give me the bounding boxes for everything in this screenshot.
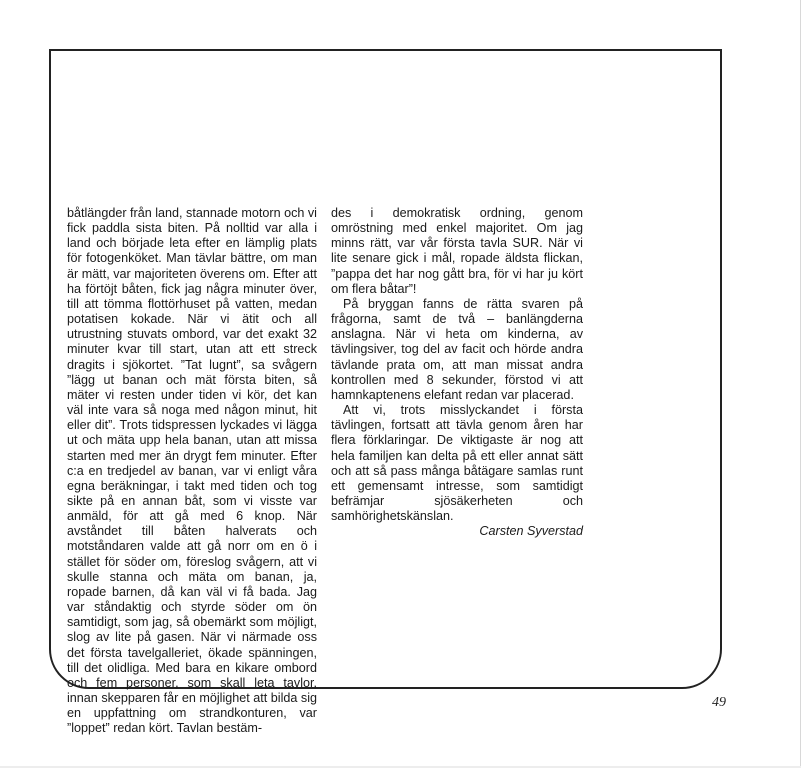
article-paragraph: båtlängder från land, stannade motorn och vi fick paddla sista biten. På nolltid var alla i land och började leta efter en lämplig plats för fotogenköket. Man tävlar bättre, om man är mätt, var majoriteten överens om. Efter att ha förtöjt båten, fick jag några minuter över, till att tömma flottörhuset på vatten, medan potatisen kokade. När vi ätit och all utrustning stuvats ombord, var det exakt 32 minuter kvar till start, utan att ett streck dragits i sjökortet. ”Tat lugnt”, sa svågern ”lägg ut banan och mät första biten, så mäter vi resten under tiden vi kör, det kan väl inte vara så noga med någon minut, hit eller dit”. Trots tidspressen lyckades vi lägga ut och mäta upp hela banan, utan att missa starten med mer än drygt fem minuter. Efter c:a en tredjedel av banan, var vi enligt våra egna beräkningar, i takt med tiden och tog sikte på en annan båt, som vi visste var anmäld, för att gå med 6 knop. När avståndet till båten halverats och motståndaren valde att gå norr om en ö i stället för söder om, föreslog svågern, att vi skulle stanna och mäta om banan, ja, ropade barnen, då kan väl vi få bada. Jag var ståndaktig och styrde söder om ön samtidigt, som jag, så obemärkt som möjligt, slog av lite på gasen. När vi närmade oss det första tavelgalleriet, ökade spänningen, till det olidliga. Med bara en kikare ombord och fem personer, som skall leta tavlor, innan skepparen får en möjlighet att bilda sig en uppfattning om strandkonturen, var ”loppet” redan kört. Tavlan bestäm-	[67, 206, 317, 736]
page-number: 49	[712, 695, 726, 710]
article-paragraph: des i demokratisk ordning, genom omröstning med enkel majoritet. Om jag minns rätt, var vår första tavla SUR. När vi lite senare gick i mål, ropade äldsta flickan, ”pappa det har nog gått bra, för vi har ju kört om flera båtar”!	[331, 206, 583, 296]
article-paragraph: Att vi, trots misslyckandet i första tävlingen, fortsatt att tävla genom åren har flera förklaringar. De viktigaste är nog att hela familjen kan delta på ett eller annat sätt och att så pass många båtägare samlas runt ett gemensamt intresse, som samtidigt befrämjar sjösäkerheten och samhörighetskänslan.	[331, 403, 583, 524]
author-signature: Carsten Syverstad	[479, 524, 583, 539]
article-paragraph: På bryggan fanns de rätta svaren på frågorna, samt de två – banlängderna anslagna. När vi heta om kinderna, av tävlingsiver, tog del av facit och hörde andra tävlande prata om, att man missat andra kontrollen med 8 sekunder, förstod vi att hamnkaptenens elefant redan var placerad.	[331, 296, 583, 402]
article-left-column	[67, 206, 317, 736]
article-right-column	[331, 206, 583, 539]
